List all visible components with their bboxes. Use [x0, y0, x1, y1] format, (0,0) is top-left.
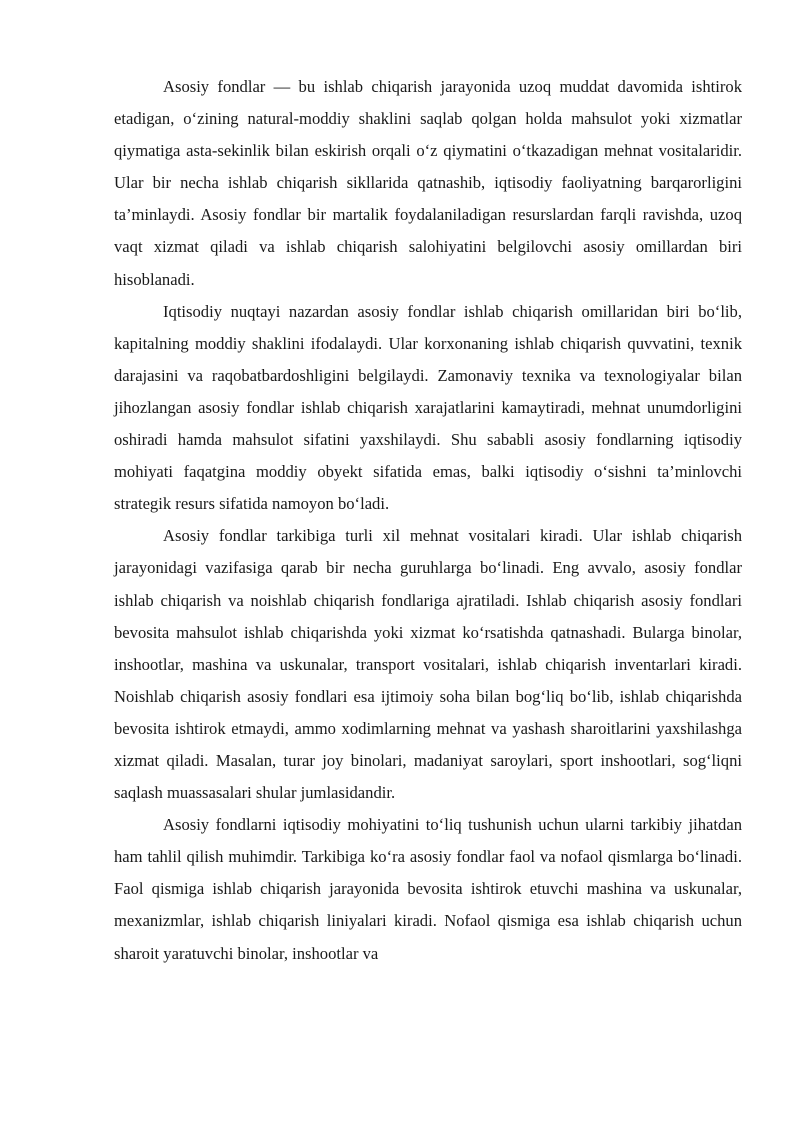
paragraph-2: Iqtisodiy nuqtayi nazardan asosiy fondlar ishlab chiqarish omillaridan biri bo‘lib, kapitalning moddiy shaklini ifodalaydi. Ular korxonaning ishlab chiqarish quvvatini, texnik darajasini va raqobatbardoshligini belgilaydi. Zamonaviy texnika va texnologiyalar bilan jihozlangan asosiy fondlar ishlab chiqarish xarajatlarini kamaytiradi, mehnat unumdorligini oshiradi hamda mahsulot sifatini yaxshilaydi. Shu sababli asosiy fondlarning iqtisodiy mohiyati faqatgina moddiy obyekt sifatida emas, balki iqtisodiy o‘sishni ta’minlovchi strategik resurs sifatida namoyon bo‘ladi.: [114, 301, 742, 514]
paragraph-3: Asosiy fondlar tarkibiga turli xil mehnat vositalari kiradi. Ular ishlab chiqarish jarayonidagi vazifasiga qarab bir necha guruhlarga bo‘linadi. Eng avvalo, asosiy fondlar ishlab chiqarish va noishlab chiqarish fondlariga ajratiladi. Ishlab chiqarish asosiy fondlari bevosita mahsulot ishlab chiqarishda yoki xizmat ko‘rsatishda qatnashadi. Bularga binolar, inshootlar, mashina va uskunalar, transport vositalari, ishlab chiqarish inventarlari kiradi. Noishlab chiqarish asosiy fondlari esa ijtimoiy soha bilan bog‘liq bo‘lib, ishlab chiqarishda bevosita ishtirok etmaydi, ammo xodimlarning mehnat va yashash sharoitlarini yaxshilashga xizmat qiladi. Masalan, turar joy binolari, madaniyat saroylari, sport inshootlari, sog‘liqni saqlash muassasalari shular jumlasidandir.: [114, 526, 742, 803]
paragraph-4: Asosiy fondlarni iqtisodiy mohiyatini to‘liq tushunish uchun ularni tarkibiy jihatdan ham tahlil qilish muhimdir. Tarkibiga ko‘ra asosiy fondlar faol va nofaol qismlarga bo‘linadi. Faol qismiga ishlab chiqarish jarayonida bevosita ishtirok etuvchi mashina va uskunalar, mexanizmlar, ishlab chiqarish liniyalari kiradi. Nofaol qismiga esa ishlab chiqarish uchun sharoit yaratuvchi binolar, inshootlar va: [114, 815, 742, 963]
paragraph-1: Asosiy fondlar — bu ishlab chiqarish jarayonida uzoq muddat davomida ishtirok etadigan, o‘zining natural-moddiy shaklini saqlab qolgan holda mahsulot yoki xizmatlar qiymatiga asta-sekinlik bilan eskirish orqali o‘z qiymatini o‘tkazadigan mehnat vositalaridir. Ular bir necha ishlab chiqarish sikllarida qatnashib, iqtisodiy faoliyatning barqarorligini ta’minlaydi. Asosiy fondlar bir martalik foydalaniladigan resurslardan farqli ravishda, uzoq vaqt xizmat qiladi va ishlab chiqarish salohiyatini belgilovchi asosiy omillardan biri hisoblanadi.: [114, 77, 742, 289]
document-page: [114, 71, 742, 970]
